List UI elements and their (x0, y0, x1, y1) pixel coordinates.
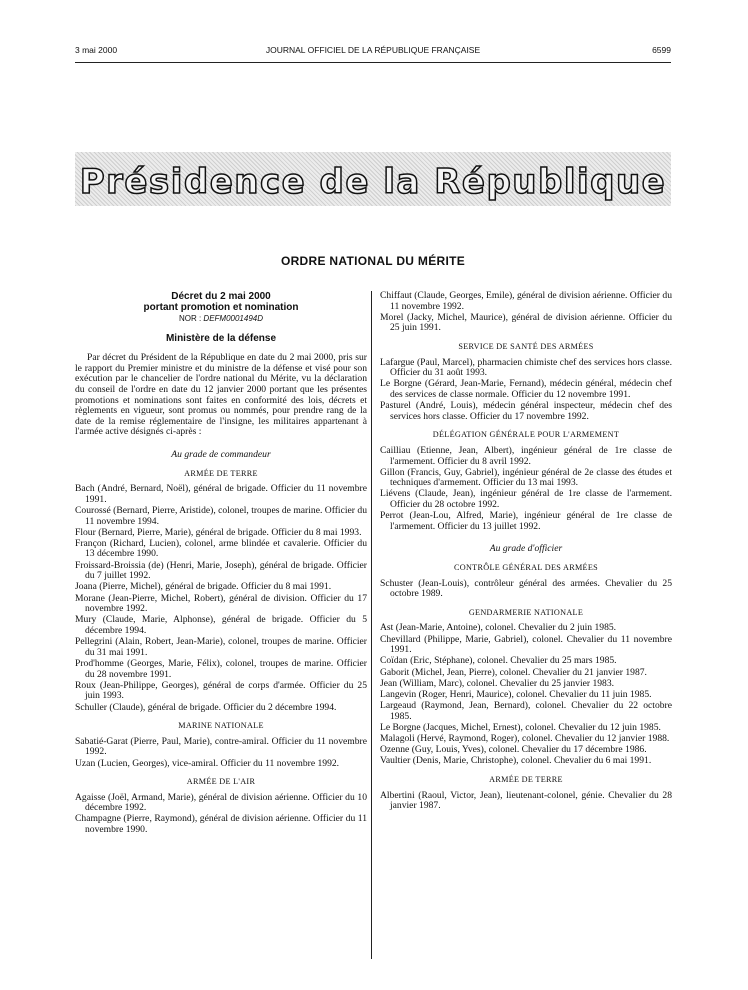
air-cont-list (380, 291, 672, 334)
grade-officier: Au grade d'officier (489, 543, 563, 555)
list-entry: Albertini (Raoul, Victor, Jean), lieutenant-colonel, génie. Chevalier du 28 janvier 1987. (380, 789, 672, 812)
list-entry: Flour (Bernard, Pierre, Marie), général de brigade. Officier du 8 mai 1993. (75, 526, 362, 538)
list-entry: Prod'homme (Georges, Marie, Félix), colonel, troupes de marine. Officier du 28 novembre 1991. (75, 657, 367, 680)
list-entry: Froissard-Broissia (de) (Henri, Marie, Joseph), général de brigade. Officier du 7 juillet 1992. (75, 559, 367, 582)
section-dga: DÉLÉGATION GÉNÉRALE POUR L'ARMEMENT (432, 430, 620, 440)
list-entry: Langevin (Roger, Henri, Maurice), colonel. Chevalier du 11 juin 1985. (380, 688, 652, 700)
list-entry: Jean (William, Marc), colonel. Chevalier du 25 janvier 1983. (380, 677, 615, 689)
list-entry: Malagoli (Hervé, Raymond, Roger), colonel. Chevalier du 12 janvier 1988. (380, 733, 670, 745)
list-entry: Sabatié-Garat (Pierre, Paul, Marie), contre-amiral. Officier du 11 novembre 1992. (75, 735, 367, 758)
decret-subtitle: portant promotion et nomination (143, 302, 299, 313)
marine-list (75, 737, 367, 769)
list-entry: Lafargue (Paul, Marcel), pharmacien chimiste chef des services hors classe. Officier du 31 août 1993. (380, 356, 672, 379)
section-armee-terre: ARMÉE DE TERRE (184, 468, 258, 478)
list-entry: Chevillard (Philippe, Marie, Gabriel), colonel. Chevalier du 11 novembre 1991. (380, 633, 672, 656)
nor-label: NOR : (178, 314, 204, 323)
ministere-heading: Ministère de la défense (165, 332, 277, 344)
list-entry: Ast (Jean-Marie, Antoine), colonel. Chevalier du 2 juin 1985. (380, 622, 617, 634)
banner-title: Présidence de la République (79, 162, 667, 202)
left-column (75, 291, 367, 836)
presidence-banner (75, 152, 671, 206)
list-entry: Largeaud (Raymond, Jean, Bernard), colonel. Chevalier du 22 octobre 1985. (380, 700, 672, 722)
list-entry: Cailliau (Etienne, Jean, Albert), ingénieur général de 1re classe de l'armement. Officier du 8 avril 1992. (380, 444, 672, 467)
list-entry: Uzan (Lucien, Georges), vice-amiral. Officier du 11 novembre 1992. (75, 757, 340, 769)
section-gendarmerie: GENDARMERIE NATIONALE (468, 607, 584, 617)
column-divider (371, 291, 372, 959)
journal-title: JOURNAL OFFICIEL DE LA RÉPUBLIQUE FRANÇAISE (265, 45, 481, 55)
ordre-heading: ORDRE NATIONAL DU MÉRITE (280, 254, 466, 268)
armee-terre-list (75, 484, 367, 713)
list-entry: Morel (Jacky, Michel, Maurice), général de division aérienne. Officier du 25 juin 1991. (380, 311, 672, 334)
sante-list (380, 358, 672, 423)
list-entry: Roux (Jean-Philippe, Georges), général de corps d'armée. Officier du 25 juin 1993. (75, 679, 367, 702)
dga-list (380, 446, 672, 533)
page-number: 6599 (652, 45, 671, 55)
section-controle: CONTRÔLE GÉNÉRAL DES ARMÉES (453, 563, 599, 573)
list-entry: Bach (André, Bernard, Noël), général de brigade. Officier du 11 novembre 1991. (75, 483, 367, 505)
section-armee-terre-2: ARMÉE DE TERRE (489, 775, 563, 785)
list-entry: Le Borgne (Gérard, Jean-Marie, Fernand), médecin général, médecin chef des services de classe normale. Officier du 12 novembre 1991. (380, 378, 672, 400)
list-entry: Perrot (Jean-Lou, Alfred, Marie), ingénieur général de 1re classe de l'armement. Officier du 13 juillet 1992. (380, 510, 672, 532)
decret-title: Décret du 2 mai 2000 (171, 291, 271, 302)
intro-paragraph: Par décret du Président de la République en date du 2 mai 2000, pris sur le rapport du Premier ministre et du ministre de la défense et visé pour son exécution par le chancelier de l'ordre national du Mérite, vu la déclaration du conseil de l'ordre en date du 12 janvier 2000 portant que les présentes promotions et nominations sont faites en conformité des lois, décrets et règlements en vigueur, sont promus ou nommés, pour prendre rang de la date de la remise réglementaire de l'insigne, les militaires appartenant à l'armée active désignés ci-après : (75, 352, 367, 438)
header-date: 3 mai 2000 (75, 45, 118, 55)
list-entry: Joana (Pierre, Michel), général de brigade. Officier du 8 mai 1991. (75, 581, 332, 593)
list-entry: Coïdan (Eric, Stéphane), colonel. Chevalier du 25 mars 1985. (380, 655, 617, 667)
gendarmerie-list (380, 623, 672, 767)
list-entry: Champagne (Pierre, Raymond), général de division aérienne. Officier du 11 novembre 1990. (75, 813, 367, 836)
list-entry: Morane (Jean-Pierre, Michel, Robert), général de division. Officier du 17 novembre 1992. (75, 592, 367, 615)
nor-reference (75, 314, 367, 325)
list-entry: Pellegrini (Alain, Robert, Jean-Marie), colonel, troupes de marine. Officier du 31 mai 1991. (75, 636, 367, 658)
list-entry: Pasturel (André, Louis), médecin général inspecteur, médecin chef des services hors classe. Officier du 17 novembre 1992. (380, 400, 672, 422)
list-entry: Chiffaut (Claude, Georges, Emile), général de division aérienne. Officier du 11 novembre 1992. (380, 290, 672, 312)
controle-list (380, 579, 672, 600)
air-list (75, 793, 367, 836)
list-entry: Ozenne (Guy, Louis, Yves), colonel. Chevalier du 17 décembre 1986. (380, 744, 647, 756)
list-entry: Vaultier (Denis, Marie, Christophe), colonel. Chevalier du 6 mai 1991. (380, 755, 652, 767)
section-marine: MARINE NATIONALE (178, 721, 264, 731)
right-column (380, 291, 672, 812)
list-entry: Courossé (Bernard, Pierre, Aristide), colonel, troupes de marine. Officier du 11 novembre 1994. (75, 504, 367, 527)
list-entry: Gillon (Francis, Guy, Gabriel), ingénieur général de 2e classe des études et techniques d'armement. Officier du 13 mai 1993. (380, 466, 672, 489)
grade-commandeur: Au grade de commandeur (171, 448, 271, 460)
section-air: ARMÉE DE L'AIR (186, 777, 256, 787)
header-rule (75, 62, 671, 63)
list-entry: Schuster (Jean-Louis), contrôleur général des armées. Chevalier du 25 octobre 1989. (380, 577, 672, 600)
list-entry: Le Borgne (Jacques, Michel, Ernest), colonel. Chevalier du 12 juin 1985. (380, 721, 661, 733)
list-entry: Mury (Claude, Marie, Alphonse), général de brigade. Officier du 5 décembre 1994. (75, 614, 367, 636)
list-entry: Gaborit (Michel, Jean, Pierre), colonel. Chevalier du 21 janvier 1987. (380, 666, 647, 678)
list-entry: Agaisse (Joël, Armand, Marie), général de division aérienne. Officier du 10 décembre 1992. (75, 791, 367, 814)
page-header (75, 45, 671, 59)
list-entry: Schuller (Claude), général de brigade. Officier du 2 décembre 1994. (75, 701, 337, 713)
list-entry: Liévens (Claude, Jean), ingénieur général de 1re classe de l'armement. Officier du 28 octobre 1992. (380, 488, 672, 511)
armee-terre-2-list (380, 791, 672, 812)
nor-code: DEFM0001494D (203, 314, 264, 323)
list-entry: Françon (Richard, Lucien), colonel, arme blindée et cavalerie. Officier du 13 décembre 1990. (75, 537, 367, 560)
section-sante: SERVICE DE SANTÉ DES ARMÉES (458, 341, 594, 351)
